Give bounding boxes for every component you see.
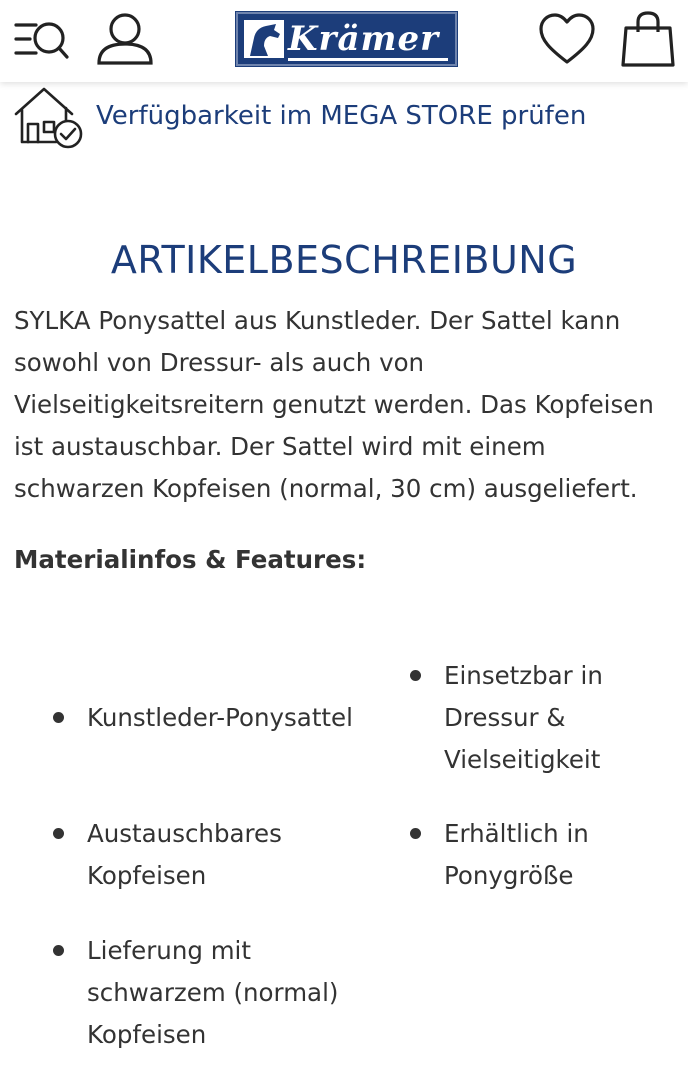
bullet-icon — [53, 828, 64, 839]
logo-wordmark: Krämer — [288, 17, 448, 61]
user-icon[interactable] — [96, 12, 154, 66]
menu-search-icon[interactable] — [14, 17, 70, 63]
feature-text: Erhältlich in Ponygröße — [444, 819, 589, 890]
feature-text: Kunstleder-Ponysattel — [87, 703, 353, 732]
feature-item — [87, 697, 377, 739]
section-title: ARTIKELBESCHREIBUNG — [110, 238, 578, 282]
store-availability-link[interactable]: Verfügbarkeit im MEGA STORE prüfen — [96, 101, 587, 131]
feature-item — [87, 930, 377, 1056]
feature-item — [444, 655, 674, 781]
bullet-icon — [410, 828, 421, 839]
feature-text: Austauschbares Kopfeisen — [87, 819, 282, 890]
horse-head-logo-icon — [244, 20, 284, 58]
bullet-icon — [410, 670, 421, 681]
bullet-icon — [53, 945, 64, 956]
feature-text: Einsetzbar in Dressur & Vielseitigkeit — [444, 661, 603, 774]
bullet-icon — [53, 712, 64, 723]
store-availability-check[interactable] — [14, 86, 674, 150]
feature-text: Lieferung mit schwarzem (normal) Kopfeisen — [87, 936, 339, 1049]
product-description: SYLKA Ponysattel aus Kunstleder. Der Sattel kann sowohl von Dressur- als auch von Vielseitigkeitsreitern genutzt werden. Das Kopfeisen ist austauschbar. Der Sattel wird mit einem schwarzen Kopfeisen (normal, 30 cm) ausgeliefert. — [14, 306, 654, 503]
feature-item — [87, 813, 377, 897]
kraemer-logo[interactable] — [236, 12, 457, 66]
site-header — [0, 0, 688, 82]
heart-icon[interactable] — [538, 12, 596, 66]
features-heading: Materialinfos & Features: — [14, 545, 367, 574]
feature-item — [444, 813, 674, 897]
house-check-icon — [14, 86, 84, 150]
shopping-bag-icon[interactable] — [620, 10, 676, 68]
